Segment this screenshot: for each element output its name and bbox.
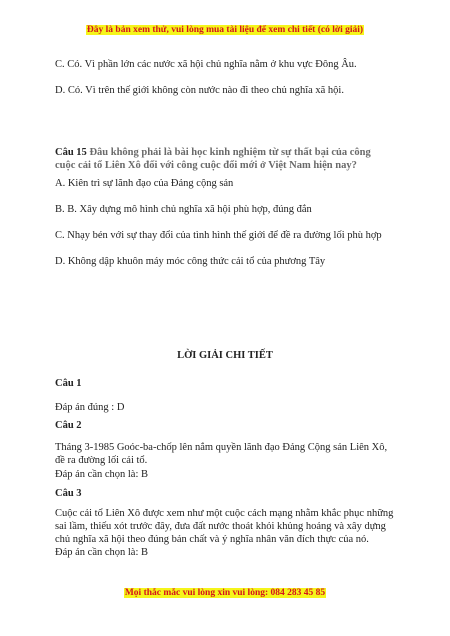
solution-3-line-2: sai lầm, thiếu xót trước đây, đưa đất nước thoát khỏi khủng hoảng và xây dựng [55, 521, 386, 532]
option-d-prev: D. Có. Vì trên thế giới không còn nước nào đi theo chủ nghĩa xã hội. [55, 85, 344, 96]
q15-option-d: D. Không dập khuôn máy móc công thức cải tổ của phương Tây [55, 256, 326, 267]
option-c-prev: C. Có. Vì phần lớn các nước xã hội chủ nghĩa nằm ở khu vực Đông Âu. [55, 59, 357, 70]
preview-banner-text: Đây là bản xem thử, vui lòng mua tài liệu để xem chi tiết (có lời giải) [86, 25, 364, 35]
solution-3-label: Câu 3 [55, 488, 82, 499]
solution-3-answer: Đáp án cần chọn là: B [55, 547, 149, 558]
question-15-line-1 [55, 146, 400, 159]
contact-banner [0, 588, 450, 598]
q15-option-b: B. B. Xây dựng mô hình chủ nghĩa xã hội phù hợp, đúng đắn [55, 204, 312, 215]
solution-3-line-3: chủ nghĩa xã hội theo đúng bản chất và ý nghĩa nhân văn đích thực của nó. [55, 534, 369, 545]
solution-heading: LỜI GIẢI CHI TIẾT [177, 350, 273, 361]
q15-option-c: C. Nhạy bén với sự thay đổi của tình hình thế giới để đề ra đường lối phù hợp [55, 230, 382, 241]
question-15-text-1: Đâu không phải là bài học kinh nghiệm từ sự thất bại của công [89, 147, 371, 158]
solution-2-answer: Đáp án cần chọn là: B [55, 469, 149, 480]
contact-banner-text: Mọi thắc mắc vui lòng xin vui lòng: 084 283 45 85 [124, 588, 326, 598]
solution-2-label: Câu 2 [55, 420, 82, 431]
solution-2-line-2: đề ra đường lối cải tổ. [55, 455, 148, 466]
question-15-line-2 [55, 159, 400, 172]
solution-2-line-1: Tháng 3-1985 Goóc-ba-chốp lên nắm quyền lãnh đạo Đảng Cộng sản Liên Xô, [55, 442, 388, 453]
preview-banner [0, 25, 450, 35]
question-15-number: Câu 15 [55, 147, 87, 158]
solution-1-label: Câu 1 [55, 378, 82, 389]
solution-1-answer: Đáp án đúng : D [55, 402, 125, 413]
q15-option-a: A. Kiên trì sự lãnh đạo của Đảng cộng sản [55, 178, 234, 189]
solution-3-line-1: Cuộc cải tổ Liên Xô được xem như một cuộc cách mạng nhằm khắc phục những [55, 508, 394, 519]
question-15-text-2: cuộc cải tổ Liên Xô đối với công cuộc đổi mới ở Việt Nam hiện nay? [55, 160, 357, 171]
